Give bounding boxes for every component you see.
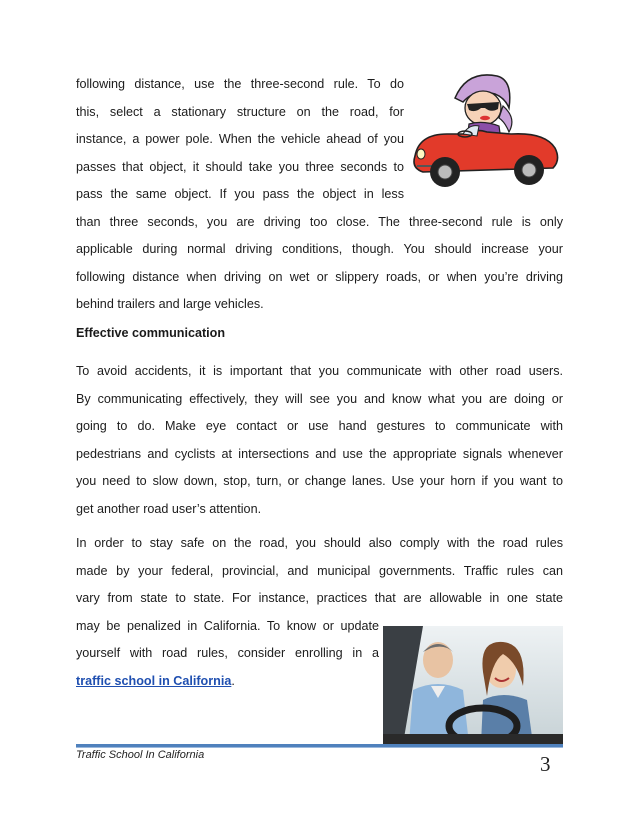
text-line: pedestrians and cyclists at intersections and use the appropriate signals whenever: [76, 446, 563, 461]
footer-title: Traffic School In California: [76, 749, 205, 761]
text-line: this, select a stationary structure on the road, for: [76, 104, 404, 119]
footer-divider-thin: [76, 747, 563, 748]
text-line: going to do. Make eye contact or use hand gestures to communicate with: [76, 419, 563, 433]
text-line: By communicating effectively, they will see you and know what you are doing or: [76, 391, 563, 406]
traffic-school-link[interactable]: traffic school in California: [76, 673, 232, 688]
text-line: you need to slow down, stop, turn, or change lanes. Use your horn if you want to: [76, 474, 563, 488]
text-line: following distance, use the three-second rule. To do: [76, 77, 404, 91]
text-line: In order to stay safe on the road, you should also comply with the road rules: [76, 536, 563, 550]
text-line: instance, a power pole. When the vehicle ahead of you: [76, 132, 404, 146]
text-line: applicable during normal driving conditions, though. You should increase your: [76, 242, 563, 256]
section-heading: Effective communication: [76, 326, 226, 340]
period: .: [231, 673, 235, 688]
text-line: yourself with road rules, consider enrolling in a: [76, 646, 379, 660]
page-number: 3: [540, 752, 551, 776]
text-line: get another road user’s attention.: [76, 501, 262, 516]
text-line: vary from state to state. For instance, practices that are allowable in one state: [76, 591, 563, 605]
text-line: than three seconds, you are driving too close. The three-second rule is only: [76, 214, 563, 229]
text-line: To avoid accidents, it is important that you communicate with other road users.: [76, 364, 563, 378]
text-line: may be penalized in California. To know or update: [76, 618, 379, 633]
driving-lesson-photo: [383, 626, 563, 744]
text-line: following distance when driving on wet or slippery roads, or when you’re driving: [76, 269, 563, 284]
text-line: pass the same object. If you pass the object in less: [76, 187, 404, 201]
text-line: made by your federal, provincial, and municipal governments. Traffic rules can: [76, 563, 563, 578]
text-line: behind trailers and large vehicles.: [76, 297, 264, 311]
text-line: passes that object, it should take you three seconds to: [76, 159, 404, 174]
cartoon-driver-illustration: [405, 68, 563, 194]
paragraph-communication: [76, 358, 563, 523]
